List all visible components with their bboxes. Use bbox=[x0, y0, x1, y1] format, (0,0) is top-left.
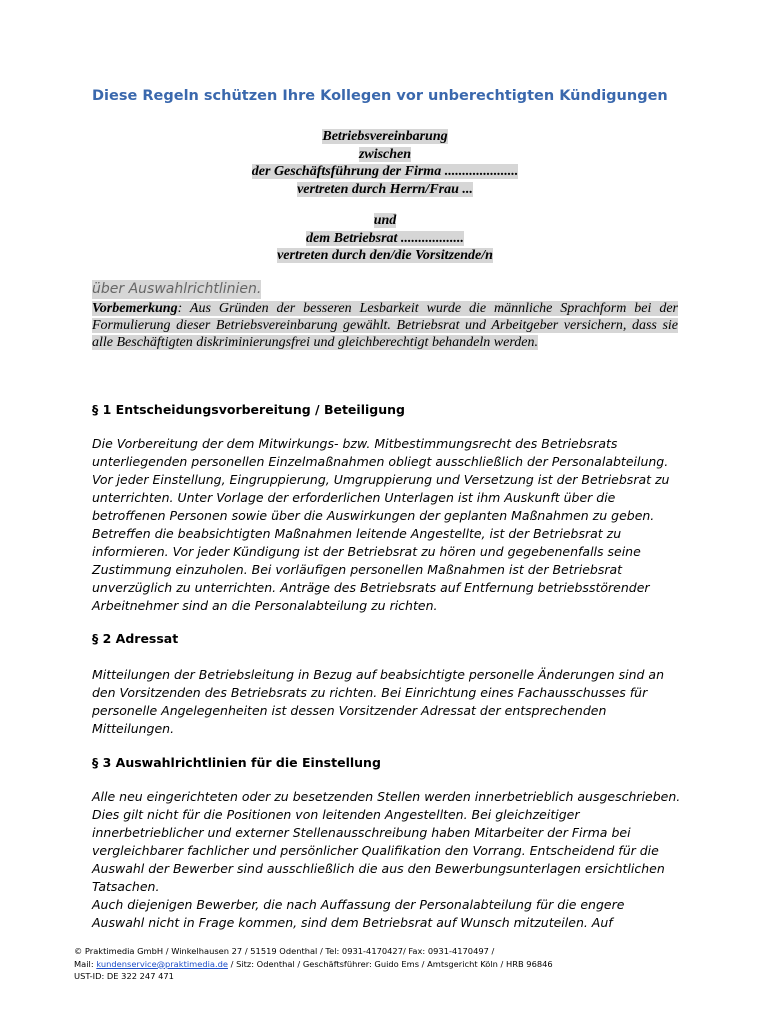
section-2-line: Mitteilungen der Betriebsleitung in Bezug auf beabsichtigte personelle Änderungen sind an bbox=[92, 667, 665, 682]
section-3-line: Auswahl nicht in Frage kommen, sind dem Betriebsrat auf Wunsch mitzuteilen. Auf bbox=[92, 915, 613, 930]
section-2-line: den Vorsitzenden des Betriebsrats zu richten. Bei Einrichtung eines Fachausschusses für bbox=[92, 685, 648, 700]
section-1-line: informieren. Vor jeder Kündigung ist der Betriebsrat zu hören und gegebenenfalls seine bbox=[92, 544, 641, 559]
footer-company-info: / Sitz: Odenthal / Geschäftsführer: Guido Ems / Amtsgericht Köln / HRB 96846 bbox=[228, 958, 553, 969]
section-3-line: vergleichbarer fachlicher und persönlicher Qualifikation den Vorrang. Entscheidend für die bbox=[92, 843, 659, 858]
section-2-body bbox=[92, 666, 692, 738]
section-1-body bbox=[92, 435, 692, 615]
footer-email-link[interactable]: kundenservice@praktimedia.de bbox=[96, 958, 228, 969]
agreement-heading: Betriebsvereinbarung bbox=[322, 129, 448, 144]
footer-vat-id: UST-ID: DE 322 247 471 bbox=[74, 971, 174, 981]
document-title: Diese Regeln schützen Ihre Kollegen vor unberechtigten Kündigungen bbox=[92, 88, 668, 104]
agreement-council-representative: vertreten durch den/die Vorsitzende/n bbox=[277, 248, 493, 263]
section-1-heading: § 1 Entscheidungsvorbereitung / Beteiligung bbox=[92, 402, 405, 417]
agreement-parties-block bbox=[90, 128, 680, 198]
preliminary-text: : Aus Gründen der besseren Lesbarkeit wurde die männliche Sprachform bei der Formulierung dieser Betriebsvereinbarung gewählt. Betriebsrat und Arbeitgeber versichern, dass sie alle Beschäftigten diskriminierungsfrei und gleichberechtigt behandeln werden. bbox=[92, 301, 678, 350]
section-3-body bbox=[92, 788, 692, 932]
section-2-line: Mitteilungen. bbox=[92, 721, 175, 736]
section-2-heading: § 2 Adressat bbox=[92, 631, 179, 646]
page-footer bbox=[74, 945, 724, 983]
agreement-subject: über Auswahlrichtlinien. bbox=[92, 281, 262, 297]
agreement-management-representative: vertreten durch Herrn/Frau ... bbox=[297, 181, 473, 197]
section-1-line: unterrichten. Unter Vorlage der erforderlichen Unterlagen ist ihm Auskunft über die bbox=[92, 490, 616, 505]
section-1-line: unverzüglich zu unterrichten. Anträge des Betriebsrats auf Entfernung betriebsstörender bbox=[92, 580, 650, 595]
agreement-between: zwischen bbox=[358, 146, 412, 162]
section-3-line: Auch diejenigen Bewerber, die nach Auffassung der Personalabteilung für die engere bbox=[92, 897, 625, 912]
agreement-council-block bbox=[90, 212, 680, 265]
section-1-line: Vor jeder Einstellung, Eingruppierung, Umgruppierung und Versetzung ist der Betriebsrat zu bbox=[92, 472, 670, 487]
section-1-line: betroffenen Personen sowie über die Auswirkungen der geplanten Maßnahmen zu geben. bbox=[92, 508, 655, 523]
footer-mail-label: Mail: bbox=[74, 958, 97, 969]
footer-address: © Praktimedia GmbH / Winkelhausen 27 / 51519 Odenthal / Tel: 0931-4170427/ Fax: 0931-4170497 / bbox=[74, 946, 495, 956]
section-1-line: Betreffen die beabsichtigten Maßnahmen leitende Angestellte, ist der Betriebsrat zu bbox=[92, 526, 622, 541]
section-1-line: Die Vorbereitung der dem Mitwirkungs- bzw. Mitbestimmungsrecht des Betriebsrats bbox=[92, 436, 618, 451]
agreement-and: und bbox=[373, 213, 397, 228]
section-3-line: innerbetrieblicher und externer Stellenausschreibung haben Mitarbeiter der Firma bei bbox=[92, 825, 631, 840]
preliminary-label: Vorbemerkung bbox=[92, 301, 178, 316]
section-3-line: Alle neu eingerichteten oder zu besetzenden Stellen werden innerbetrieblich ausgeschrieben. bbox=[92, 789, 681, 804]
section-1-line: Arbeitnehmer sind an die Personalabteilung zu richten. bbox=[92, 598, 438, 613]
section-1-line: Zustimmung einzuholen. Bei vorläufigen personellen Maßnahmen ist der Betriebsrat bbox=[92, 562, 623, 577]
section-1-line: unterliegenden personellen Einzelmaßnahmen obliegt ausschließlich der Personalabteilung. bbox=[92, 454, 669, 469]
agreement-works-council: dem Betriebsrat .................. bbox=[306, 230, 464, 246]
agreement-management: der Geschäftsführung der Firma ..................... bbox=[251, 164, 519, 179]
preliminary-remark bbox=[92, 300, 678, 351]
footer-contact-line bbox=[74, 958, 724, 971]
section-3-line: Tatsachen. bbox=[92, 879, 160, 894]
section-3-heading: § 3 Auswahlrichtlinien für die Einstellung bbox=[92, 755, 381, 770]
section-3-line: Auswahl der Bewerber sind ausschließlich die aus den Bewerbungsunterlagen ersichtlichen bbox=[92, 861, 665, 876]
section-3-line: Dies gilt nicht für die Positionen von leitenden Angestellten. Bei gleichzeitiger bbox=[92, 807, 580, 822]
section-2-line: personelle Angelegenheiten ist dessen Vorsitzender Adressat der entsprechenden bbox=[92, 703, 607, 718]
